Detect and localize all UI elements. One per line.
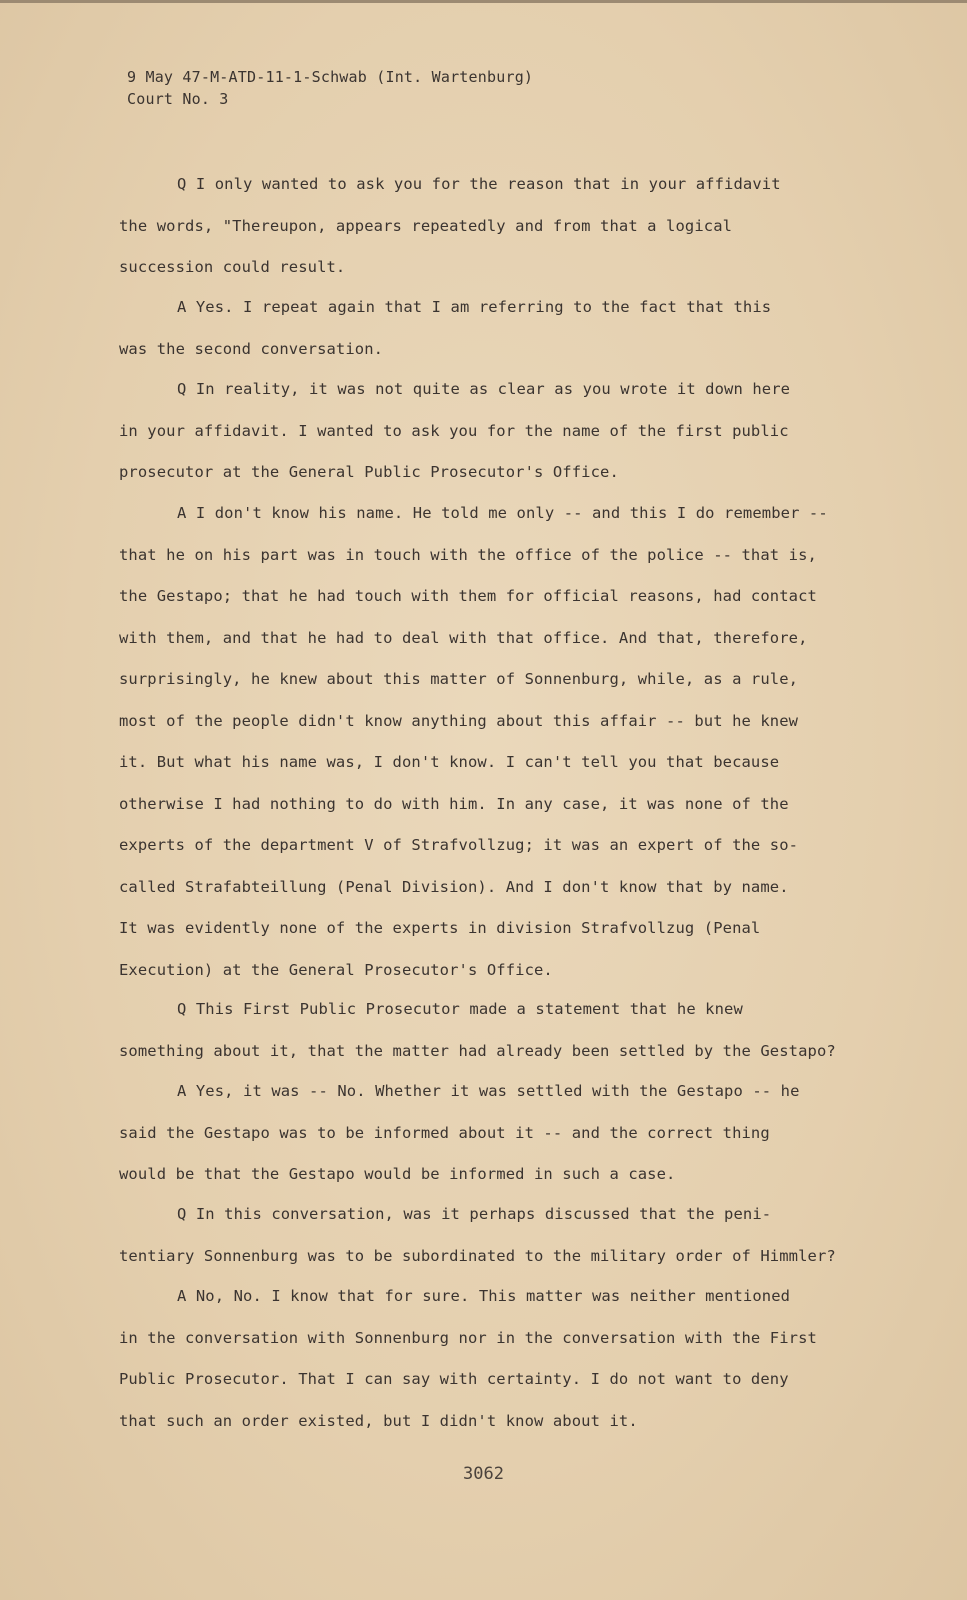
text-line: A I don't know his name. He told me only -- and this I do remember -- [177,504,828,522]
text-line: surprisingly, he knew about this matter of Sonnenburg, while, as a rule, [119,670,799,688]
text-line: A No, No. I know that for sure. This matter was neither mentioned [177,1287,791,1305]
text-line: that such an order existed, but I didn't know about it. [119,1411,638,1430]
paragraph-answer-1 [119,287,909,370]
paragraph-answer-4 [119,1276,909,1442]
paragraph-question-1 [119,164,909,289]
text-line: A Yes. I repeat again that I am referring to the fact that this [177,298,772,316]
header-court-line: Court No. 3 [127,90,229,108]
text-line: A Yes, it was -- No. Whether it was settled with the Gestapo -- he [177,1082,800,1100]
text-line: It was evidently none of the experts in division Strafvollzug (Penal [119,919,761,937]
header-case-line: 9 May 47-M-ATD-11-1-Schwab (Int. Wartenburg) [127,68,534,86]
text-line: Q I only wanted to ask you for the reason that in your affidavit [177,175,781,193]
text-line: Q In this conversation, was it perhaps discussed that the peni- [177,1205,772,1223]
document-header [127,66,533,110]
text-line: that he on his part was in touch with the office of the police -- that is, [119,545,817,564]
text-line: in the conversation with Sonnenburg nor in the conversation with the First [119,1328,817,1347]
page-top-edge [0,0,967,3]
text-line: tentiary Sonnenburg was to be subordinated to the military order of Himmler? [119,1246,836,1265]
page-number: 3062 [463,1464,504,1484]
paragraph-answer-3 [119,1071,909,1196]
text-line: experts of the department V of Strafvollzug; it was an expert of the so- [119,836,799,854]
text-line: Public Prosecutor. That I can say with certainty. I do not want to deny [119,1370,789,1388]
text-line: with them, and that he had to deal with that office. And that, therefore, [119,628,808,647]
paragraph-question-3 [119,989,909,1072]
text-line: would be that the Gestapo would be informed in such a case. [119,1165,676,1183]
text-line: the words, "Thereupon, appears repeatedly and from that a logical [119,216,733,235]
text-line: Q In reality, it was not quite as clear as you wrote it down here [177,380,791,398]
text-line: most of the people didn't know anything about this affair -- but he knew [119,711,799,730]
text-line: the Gestapo; that he had touch with them for official reasons, had contact [119,587,817,605]
text-line: called Strafabteillung (Penal Division). And I don't know that by name. [119,877,789,896]
paragraph-question-4 [119,1194,909,1277]
text-line: otherwise I had nothing to do with him. In any case, it was none of the [119,794,789,813]
text-line: Execution) at the General Prosecutor's Office. [119,960,553,979]
text-line: said the Gestapo was to be informed about it -- and the correct thing [119,1123,770,1142]
text-line: in your affidavit. I wanted to ask you for the name of the first public [119,421,789,440]
text-line: Q This First Public Prosecutor made a statement that he knew [177,1000,743,1018]
paragraph-question-2 [119,369,909,494]
text-line: prosecutor at the General Public Prosecutor's Office. [119,463,619,481]
text-line: succession could result. [119,258,346,276]
text-line: something about it, that the matter had already been settled by the Gestapo? [119,1041,836,1060]
text-line: it. But what his name was, I don't know. I can't tell you that because [119,753,780,771]
text-line: was the second conversation. [119,339,384,358]
paragraph-answer-2 [119,493,909,991]
